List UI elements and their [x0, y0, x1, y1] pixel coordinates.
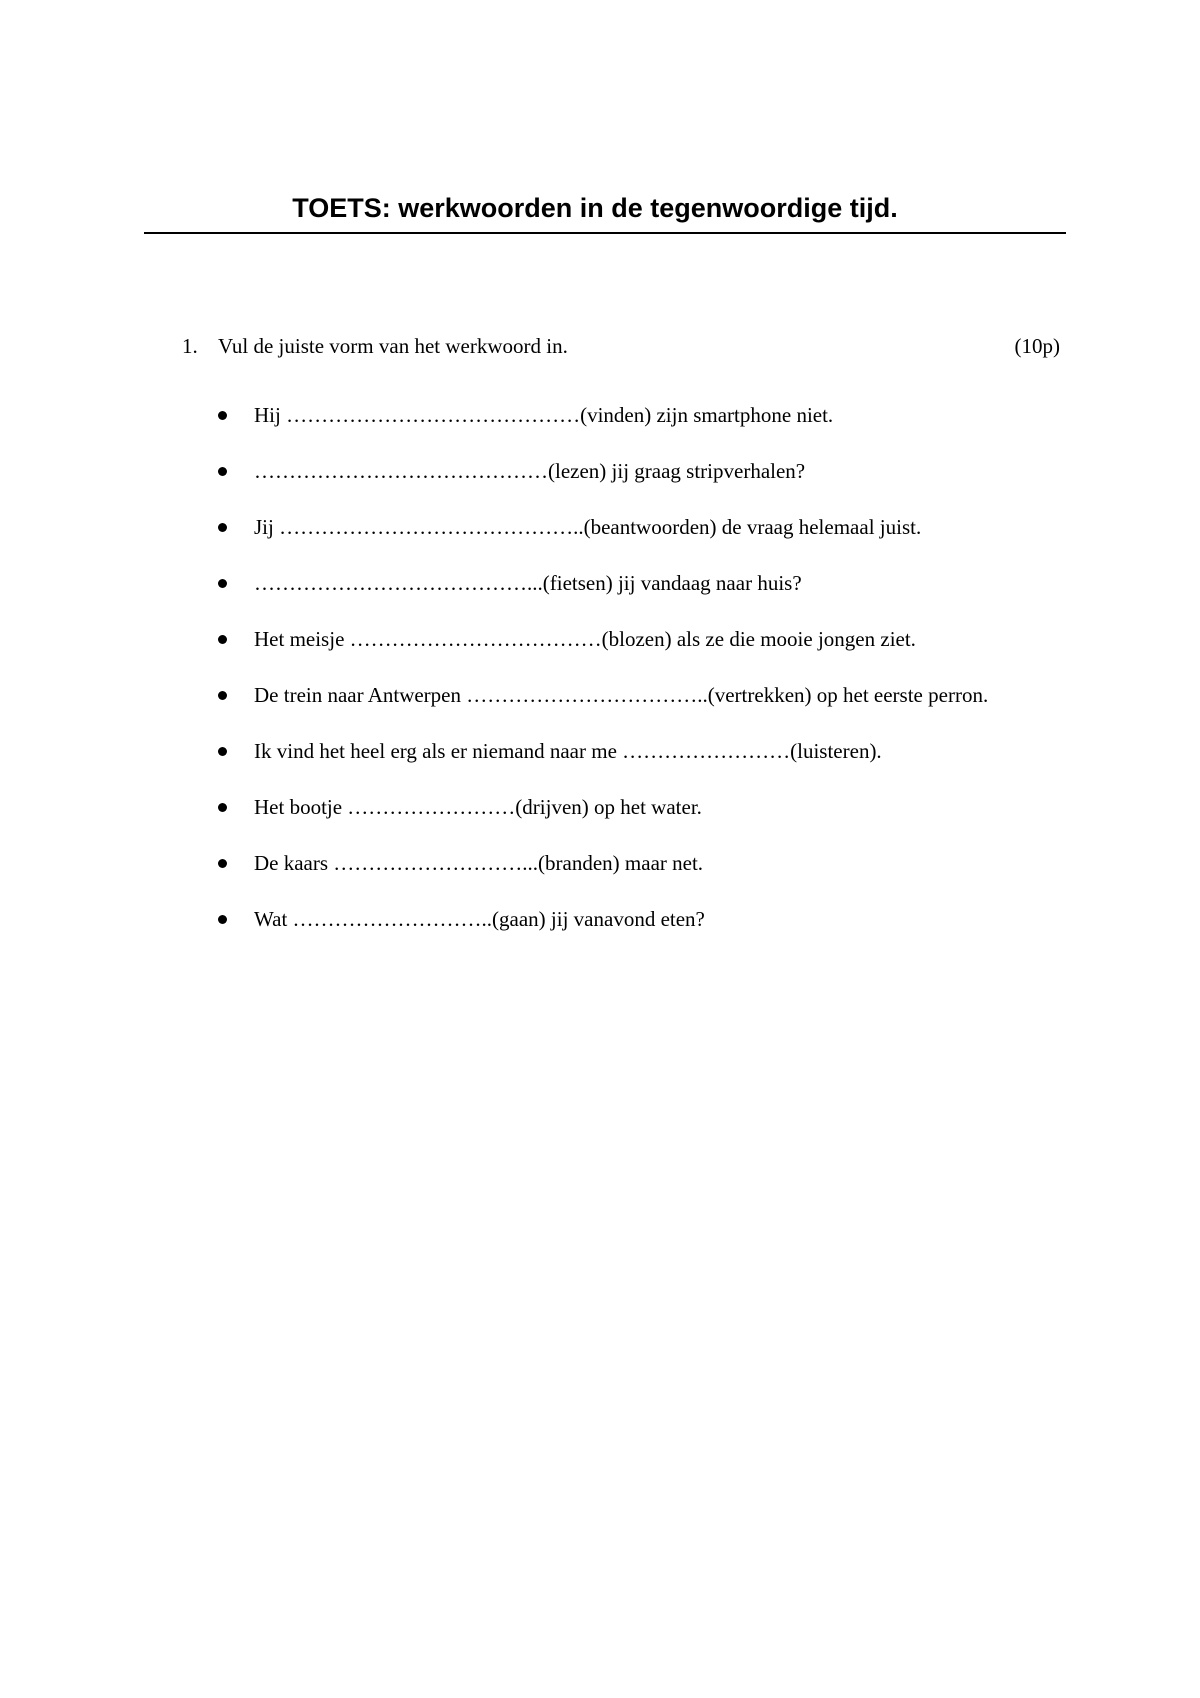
- list-item: [210, 667, 1054, 723]
- bullet-icon: [218, 747, 227, 756]
- bullet-icon: [218, 635, 227, 644]
- list-item: [210, 835, 1054, 891]
- list-item: [210, 723, 1054, 779]
- item-text: Het meisje ………………………………(blozen) als ze die mooie jongen ziet.: [254, 627, 916, 651]
- bullet-icon: [218, 691, 227, 700]
- question-instruction: Vul de juiste vorm van het werkwoord in.: [218, 334, 568, 358]
- bullet-icon: [218, 859, 227, 868]
- item-text: …………………………………...(fietsen) jij vandaag naar huis?: [254, 571, 802, 595]
- list-item: [210, 779, 1054, 835]
- list-item: [210, 611, 1054, 667]
- question-number: 1.: [182, 334, 198, 358]
- bullet-icon: [218, 523, 227, 532]
- item-text: De kaars ………………………...(branden) maar net.: [254, 851, 704, 875]
- item-text: Jij ……………………………………..(beantwoorden) de vraag helemaal juist.: [254, 515, 922, 539]
- list-item: [210, 499, 1054, 555]
- exercise-list: [210, 387, 1060, 947]
- item-text: ……………………………………(lezen) jij graag stripverhalen?: [254, 459, 806, 483]
- bullet-icon: [218, 803, 227, 812]
- item-text: Ik vind het heel erg als er niemand naar me ……………………(luisteren).: [254, 739, 882, 763]
- item-text: Het bootje ……………………(drijven) op het water.: [254, 795, 702, 819]
- list-item: [210, 891, 1054, 947]
- question-points: (10p): [1014, 334, 1060, 358]
- page-title: TOETS: werkwoorden in de tegenwoordige tijd.: [292, 193, 898, 223]
- item-text: Wat ………………………..(gaan) jij vanavond eten?: [254, 907, 705, 931]
- bullet-icon: [218, 467, 227, 476]
- title-block: [144, 190, 1066, 234]
- bullet-icon: [218, 411, 227, 420]
- list-item: [210, 387, 1054, 443]
- item-text: De trein naar Antwerpen ……………………………..(vertrekken) op het eerste perron.: [254, 683, 989, 707]
- list-item: [210, 443, 1054, 499]
- list-item: [210, 555, 1054, 611]
- bullet-icon: [218, 579, 227, 588]
- item-text: Hij ……………………………………(vinden) zijn smartphone niet.: [254, 403, 834, 427]
- bullet-icon: [218, 915, 227, 924]
